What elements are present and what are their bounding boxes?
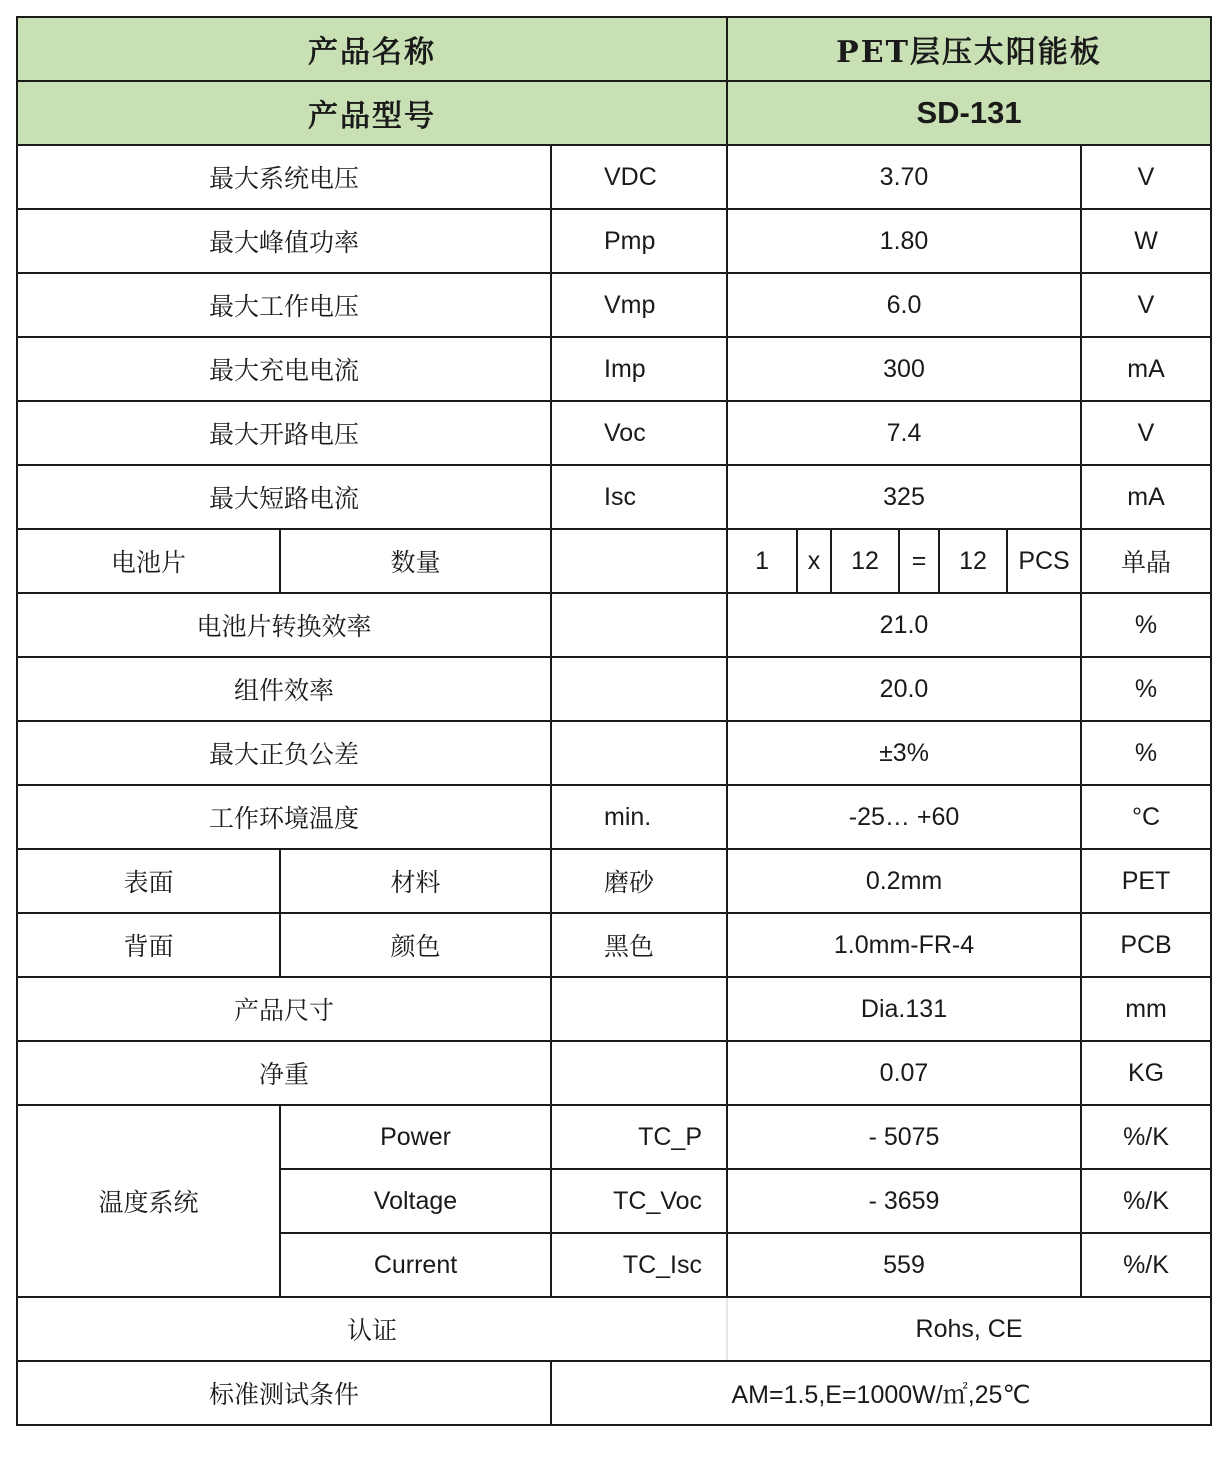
param-unit: V: [1081, 401, 1211, 465]
cells-pcs: PCS: [1007, 529, 1081, 593]
param-label: 产品尺寸: [17, 977, 551, 1041]
param-label: 最大短路电流: [17, 465, 551, 529]
spec-row: [17, 977, 1211, 1041]
header-row-name: [17, 17, 1211, 81]
spec-row: [17, 145, 1211, 209]
surface-unit: PCB: [1081, 913, 1211, 977]
param-value: ±3%: [727, 721, 1081, 785]
param-unit: %: [1081, 721, 1211, 785]
temp-coeff-unit: %/K: [1081, 1233, 1211, 1297]
param-symbol: [551, 593, 727, 657]
cells-equals-sign: =: [899, 529, 939, 593]
temp-coeff-value: - 3659: [727, 1169, 1081, 1233]
temp-coeff-row: [17, 1105, 1211, 1169]
stc-row: [17, 1361, 1211, 1425]
param-unit: mA: [1081, 337, 1211, 401]
cells-row: [17, 529, 1211, 593]
param-symbol: min.: [551, 785, 727, 849]
spec-row: [17, 721, 1211, 785]
param-label: 最大工作电压: [17, 273, 551, 337]
param-unit: %: [1081, 657, 1211, 721]
param-label: 最大开路电压: [17, 401, 551, 465]
surface-finish: 黑色: [551, 913, 727, 977]
param-label: 电池片转换效率: [17, 593, 551, 657]
temp-coeff-label: 温度系统: [17, 1105, 280, 1297]
param-symbol: Imp: [551, 337, 727, 401]
param-unit: %: [1081, 593, 1211, 657]
param-value: 21.0: [727, 593, 1081, 657]
param-unit: V: [1081, 145, 1211, 209]
param-unit: W: [1081, 209, 1211, 273]
cells-factor-b: 12: [831, 529, 899, 593]
temp-coeff-value: 559: [727, 1233, 1081, 1297]
param-label: 最大正负公差: [17, 721, 551, 785]
param-unit: V: [1081, 273, 1211, 337]
cert-label: 认证: [17, 1297, 727, 1361]
param-unit: mA: [1081, 465, 1211, 529]
param-label: 净重: [17, 1041, 551, 1105]
param-symbol: VDC: [551, 145, 727, 209]
param-symbol: [551, 977, 727, 1041]
spec-row: [17, 209, 1211, 273]
param-symbol: [551, 1041, 727, 1105]
temp-coeff-value: - 5075: [727, 1105, 1081, 1169]
spec-row: [17, 273, 1211, 337]
product-model-label: 产品型号: [17, 81, 727, 145]
spec-row: [17, 785, 1211, 849]
spec-row: [17, 593, 1211, 657]
param-symbol: Voc: [551, 401, 727, 465]
spec-row: [17, 657, 1211, 721]
param-label: 工作环境温度: [17, 785, 551, 849]
cells-qty-label: 数量: [280, 529, 551, 593]
header-row-model: [17, 81, 1211, 145]
temp-coeff-name: Voltage: [280, 1169, 551, 1233]
param-value: 1.80: [727, 209, 1081, 273]
surface-attr: 颜色: [280, 913, 551, 977]
temp-coeff-name: Power: [280, 1105, 551, 1169]
param-symbol: [551, 721, 727, 785]
surface-row: [17, 913, 1211, 977]
param-label: 最大峰值功率: [17, 209, 551, 273]
cert-value: Rohs, CE: [727, 1297, 1211, 1361]
surface-finish: 磨砂: [551, 849, 727, 913]
cells-type: 单晶: [1081, 529, 1211, 593]
param-value: 6.0: [727, 273, 1081, 337]
surface-value: 1.0mm-FR-4: [727, 913, 1081, 977]
temp-coeff-symbol: TC_Isc: [551, 1233, 727, 1297]
cert-row: [17, 1297, 1211, 1361]
stc-label: 标准测试条件: [17, 1361, 551, 1425]
param-symbol: Pmp: [551, 209, 727, 273]
cells-symbol-empty: [551, 529, 727, 593]
spec-row: [17, 1041, 1211, 1105]
surface-face: 背面: [17, 913, 280, 977]
param-value: 325: [727, 465, 1081, 529]
temp-coeff-name: Current: [280, 1233, 551, 1297]
param-value: 7.4: [727, 401, 1081, 465]
temp-coeff-unit: %/K: [1081, 1169, 1211, 1233]
spec-table: [16, 16, 1212, 1426]
cells-total: 12: [939, 529, 1007, 593]
param-unit: mm: [1081, 977, 1211, 1041]
stc-value: AM=1.5,E=1000W/㎡,25℃: [551, 1361, 1211, 1425]
surface-face: 表面: [17, 849, 280, 913]
param-value: 300: [727, 337, 1081, 401]
param-unit: KG: [1081, 1041, 1211, 1105]
param-value: 3.70: [727, 145, 1081, 209]
param-symbol: Vmp: [551, 273, 727, 337]
temp-coeff-symbol: TC_P: [551, 1105, 727, 1169]
param-value: -25… +60: [727, 785, 1081, 849]
surface-unit: PET: [1081, 849, 1211, 913]
param-label: 最大系统电压: [17, 145, 551, 209]
param-symbol: [551, 657, 727, 721]
product-name-label: 产品名称: [17, 17, 727, 81]
param-unit: °C: [1081, 785, 1211, 849]
param-label: 最大充电电流: [17, 337, 551, 401]
cells-times-sign: x: [797, 529, 831, 593]
spec-row: [17, 337, 1211, 401]
surface-value: 0.2mm: [727, 849, 1081, 913]
surface-row: [17, 849, 1211, 913]
product-name-value: PET层压太阳能板: [727, 17, 1211, 81]
surface-attr: 材料: [280, 849, 551, 913]
spec-row: [17, 401, 1211, 465]
cells-label: 电池片: [17, 529, 280, 593]
param-label: 组件效率: [17, 657, 551, 721]
param-value: Dia.131: [727, 977, 1081, 1041]
param-value: 20.0: [727, 657, 1081, 721]
temp-coeff-unit: %/K: [1081, 1105, 1211, 1169]
spec-row: [17, 465, 1211, 529]
param-value: 0.07: [727, 1041, 1081, 1105]
product-model-value: SD-131: [727, 81, 1211, 145]
cells-factor-a: 1: [727, 529, 797, 593]
param-symbol: Isc: [551, 465, 727, 529]
temp-coeff-symbol: TC_Voc: [551, 1169, 727, 1233]
